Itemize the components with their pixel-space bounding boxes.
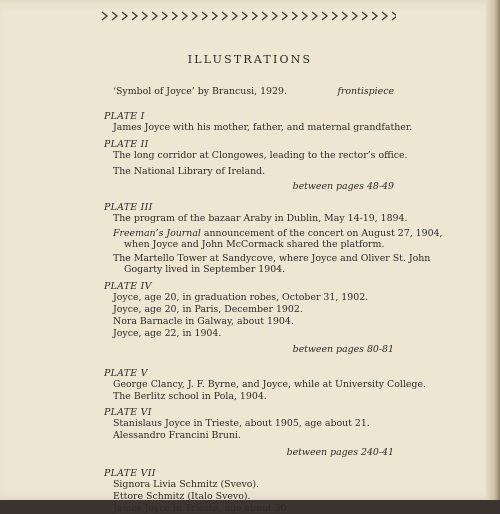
plate-entry: Nora Barnacle in Galway, about 1904. (113, 316, 294, 327)
freeman-text: announcement of the concert on August 27, 1904, (200, 228, 443, 239)
plate-label: PLATE IV (104, 281, 152, 292)
page-range: between pages 240-41 (286, 447, 394, 458)
plate-entry: James Joyce in Trieste, age about 30. (113, 503, 290, 514)
plate-entry-continued: when Joyce and John McCormack shared the platform. (124, 239, 385, 250)
plate-entry: Ettore Schmitz (Italo Svevo). (113, 491, 251, 502)
plate-entry: Joyce, age 22, in 1904. (113, 328, 222, 339)
plate-label: PLATE VII (104, 468, 156, 479)
plate-entry-freeman (113, 228, 443, 239)
plate-entry: George Clancy, J. F. Byrne, and Joyce, while at University College. (113, 379, 426, 390)
plate-label: PLATE III (104, 202, 153, 213)
plate-label: PLATE V (104, 368, 148, 379)
frontispiece-caption: ‘Symbol of Joyce’ by Brancusi, 1929. (113, 86, 287, 97)
plate-entry: Alessandro Francini Bruni. (113, 430, 241, 441)
plate-label: PLATE II (104, 139, 149, 150)
page-range: between pages 48-49 (292, 181, 394, 192)
plate-label: PLATE I (104, 111, 145, 122)
plate-entry: The long corridor at Clongowes, leading to the rector’s office. (113, 150, 408, 161)
plate-entry: Joyce, age 20, in Paris, December 1902. (113, 304, 303, 315)
plate-label: PLATE VI (104, 407, 152, 418)
newspaper-title: Freeman’s Journal (113, 228, 201, 239)
plate-entry: The Martello Tower at Sandycove, where Joyce and Oliver St. John (113, 253, 431, 264)
plate-entry-continued: Gogarty lived in September 1904. (124, 264, 286, 275)
page-edge (486, 0, 500, 500)
plate-entry: Joyce, age 20, in graduation robes, October 31, 1902. (113, 292, 369, 303)
page-range: between pages 80-81 (292, 344, 394, 355)
plate-entry: The program of the bazaar Araby in Dublin, May 14-19, 1894. (113, 213, 408, 224)
plate-entry: James Joyce with his mother, father, and maternal grandfather. (113, 122, 413, 133)
plate-entry: The National Library of Ireland. (113, 166, 266, 177)
plate-entry: The Berlitz school in Pola, 1904. (113, 391, 267, 402)
plate-entry: Signora Livia Schmitz (Svevo). (113, 479, 260, 490)
plate-entry: Stanislaus Joyce in Trieste, about 1905, age about 21. (113, 418, 370, 429)
frontispiece-page: frontispiece (337, 86, 394, 97)
page-title: ILLUSTRATIONS (187, 53, 313, 66)
